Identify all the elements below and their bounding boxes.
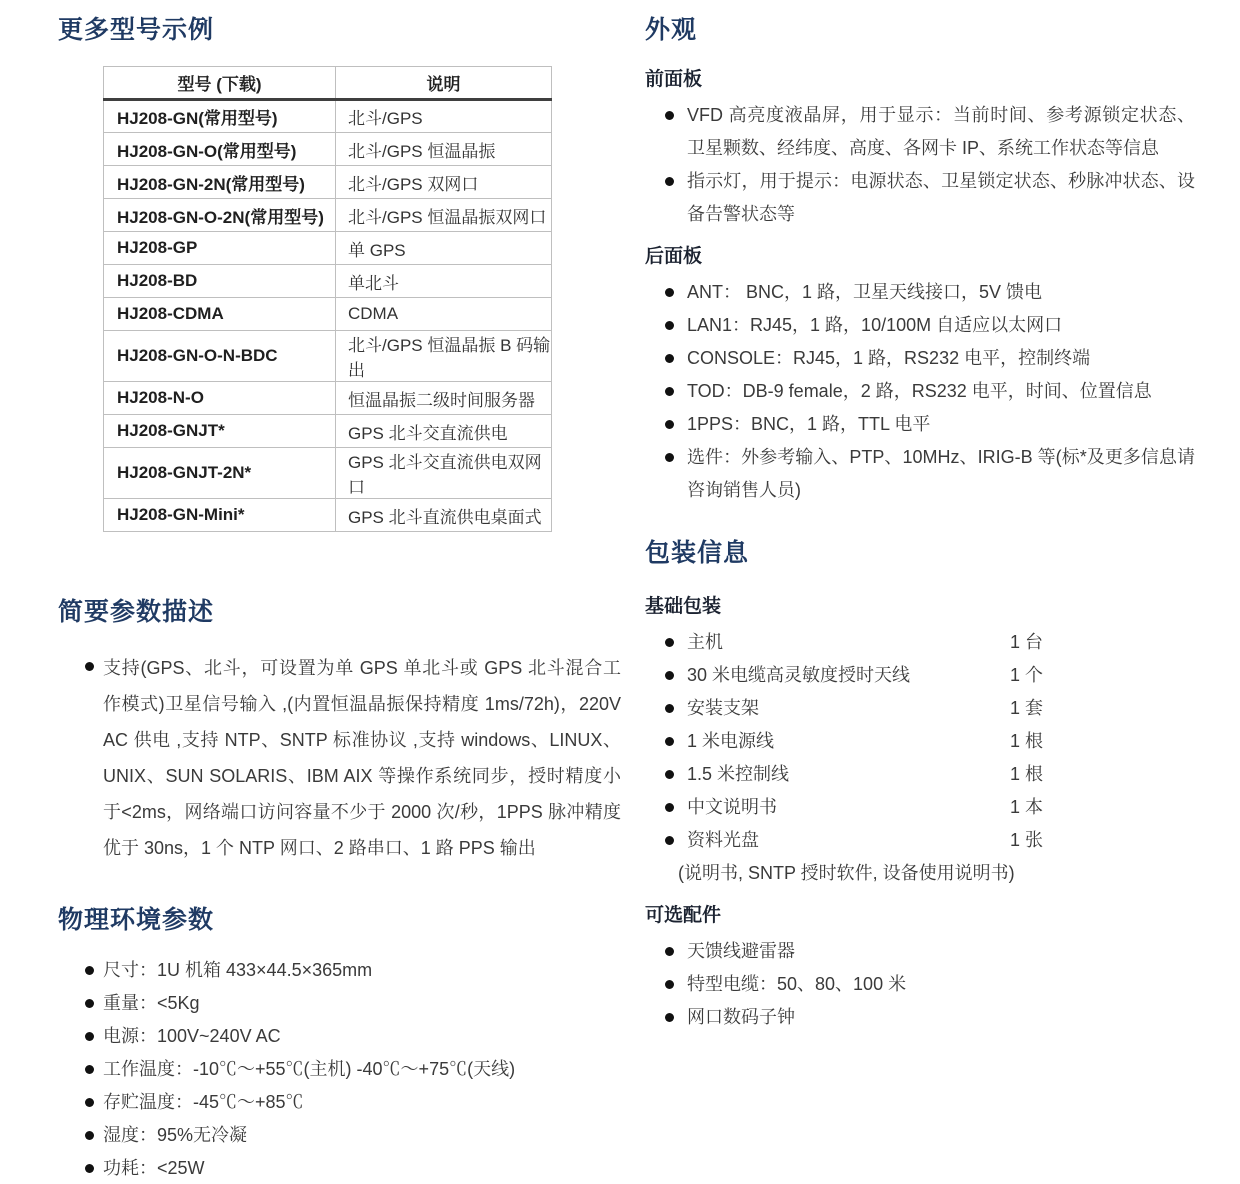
list-item [85, 1152, 630, 1184]
table-row [104, 199, 552, 232]
appearance-section-title: 外观 [645, 16, 698, 44]
desc-cell: GPS 北斗交直流供电 [336, 415, 552, 448]
list-item [665, 375, 1205, 408]
model-cell: HJ208-GNJT* [104, 415, 336, 448]
bullet-icon [85, 966, 94, 975]
packaging-item-name: 中文说明书 [687, 797, 777, 817]
list-item-text: 指示灯，用于提示：电源状态、卫星锁定状态、秒脉冲状态、设备告警状态等 [687, 171, 1195, 224]
list-item [665, 165, 1205, 231]
packaging-item-qty: 1 张 [1010, 830, 1044, 850]
bullet-icon [85, 1032, 94, 1041]
table-row [104, 331, 552, 382]
bullet-icon [665, 177, 674, 186]
packaging-note: (说明书, SNTP 授时软件, 设备使用说明书) [678, 863, 1015, 883]
basic-packaging-list [645, 626, 1205, 857]
table-row [104, 166, 552, 199]
list-item-text: CONSOLE：RJ45，1 路，RS232 电平，控制终端 [687, 348, 1091, 368]
model-cell: HJ208-N-O [104, 382, 336, 415]
list-item [665, 309, 1205, 342]
packaging-item-row [665, 659, 1205, 692]
list-item-text: VFD 高亮度液晶屏，用于显示：当前时间、参考源锁定状态、卫星颗数、经纬度、高度、各网卡 IP、系统工作状态等信息 [687, 105, 1195, 158]
optional-accessories-list [645, 935, 1205, 1034]
desc-cell: 北斗/GPS 恒温晶振 B 码输出 [336, 331, 552, 382]
model-cell: HJ208-GN-O-N-BDC [104, 331, 336, 382]
rear-panel-list [645, 276, 1205, 507]
packaging-item-row [665, 758, 1205, 791]
bullet-icon [665, 453, 674, 462]
list-item [665, 441, 1205, 507]
list-item [665, 968, 1205, 1001]
list-item-text: 湿度：95%无冷凝 [103, 1125, 248, 1145]
packaging-item-name: 主机 [687, 632, 723, 652]
model-cell: HJ208-GN-O(常用型号) [104, 133, 336, 166]
model-cell: HJ208-GN-O-2N(常用型号) [104, 199, 336, 232]
desc-cell: 单北斗 [336, 265, 552, 298]
brief-bullet-item [58, 650, 630, 866]
packaging-item-name: 安装支架 [687, 698, 759, 718]
list-item [85, 987, 630, 1020]
packaging-item-name: 1.5 米控制线 [687, 764, 790, 784]
bullet-icon [665, 1013, 674, 1022]
models-section-title: 更多型号示例 [58, 16, 215, 44]
table-row [104, 133, 552, 166]
list-item [85, 1086, 630, 1119]
desc-cell: 恒温晶振二级时间服务器 [336, 382, 552, 415]
table-row [104, 232, 552, 265]
right-column [645, 10, 1205, 1034]
table-row [104, 298, 552, 331]
model-column-header: 型号 (下载) [104, 67, 336, 100]
basic-packaging-subtitle: 基础包装 [645, 596, 722, 617]
packaging-item-row [665, 791, 1205, 824]
bullet-icon [665, 770, 674, 779]
list-item-text: 工作温度：-10℃～+55℃(主机) -40℃～+75℃(天线) [103, 1059, 516, 1079]
list-item-text: 网口数码子钟 [687, 1007, 795, 1027]
bullet-icon [665, 704, 674, 713]
packaging-section-title: 包装信息 [645, 539, 750, 567]
packaging-item-row [665, 824, 1205, 857]
desc-cell: CDMA [336, 298, 552, 331]
list-item [665, 276, 1205, 309]
table-row [104, 415, 552, 448]
bullet-icon [665, 803, 674, 812]
list-item-text: 天馈线避雷器 [687, 941, 795, 961]
models-table [103, 66, 552, 532]
left-column [58, 10, 630, 1184]
list-item [85, 1020, 630, 1053]
bullet-icon [665, 947, 674, 956]
packaging-item-row [665, 692, 1205, 725]
brief-bullet-text: 支持(GPS、北斗，可设置为单 GPS 单北斗或 GPS 北斗混合工作模式)卫星信号输入 ,(内置恒温晶振保持精度 1ms/72h)，220V AC 供电 ,支持 NTP、SNTP 标准协议 ,支持 windows、LINUX、UNIX、SUN SOLARIS、IBM AIX 等操作系统同步，授时精度小于<2ms，网络端口访问容量不少于 2000 次/秒，1PPS 脉冲精度优于 30ns，1 个 NTP 网口、2 路串口、1 路 PPS 输出 [103, 658, 621, 858]
bullet-icon [665, 737, 674, 746]
list-item-text: TOD：DB-9 female，2 路，RS232 电平，时间、位置信息 [687, 381, 1152, 401]
desc-cell: GPS 北斗交直流供电双网口 [336, 448, 552, 499]
model-cell: HJ208-GN(常用型号) [104, 100, 336, 133]
list-item-text: 存贮温度：-45℃～+85℃ [103, 1092, 304, 1112]
list-item [665, 342, 1205, 375]
bullet-icon [665, 288, 674, 297]
desc-cell: GPS 北斗直流供电桌面式 [336, 499, 552, 532]
desc-cell: 北斗/GPS [336, 100, 552, 133]
list-item-text: 功耗：<25W [103, 1158, 205, 1178]
list-item-text: 选件：外参考输入、PTP、10MHz、IRIG-B 等(标*及更多信息请咨询销售人员) [687, 447, 1195, 500]
packaging-item-qty: 1 台 [1010, 632, 1044, 652]
model-cell: HJ208-BD [104, 265, 336, 298]
list-item-text: LAN1：RJ45，1 路，10/100M 自适应以太网口 [687, 315, 1063, 335]
bullet-icon [665, 387, 674, 396]
packaging-item-row [665, 725, 1205, 758]
list-item [85, 1053, 630, 1086]
packaging-item-qty: 1 根 [1010, 731, 1044, 751]
bullet-icon [665, 638, 674, 647]
list-item-text: 特型电缆：50、80、100 米 [687, 974, 907, 994]
model-cell: HJ208-GNJT-2N* [104, 448, 336, 499]
table-row [104, 382, 552, 415]
list-item-text: 电源：100V~240V AC [103, 1026, 281, 1046]
list-item-text: 重量：<5Kg [103, 993, 200, 1013]
packaging-item-name: 1 米电源线 [687, 731, 775, 751]
packaging-item-qty: 1 套 [1010, 698, 1044, 718]
bullet-icon [665, 836, 674, 845]
brief-section-title: 简要参数描述 [58, 598, 215, 626]
physical-section-title: 物理环境参数 [58, 906, 215, 934]
list-item [665, 99, 1205, 165]
table-row [104, 100, 552, 133]
model-cell: HJ208-GN-2N(常用型号) [104, 166, 336, 199]
front-panel-list [645, 99, 1205, 231]
bullet-icon [85, 999, 94, 1008]
packaging-item-qty: 1 个 [1010, 665, 1044, 685]
models-table-header [104, 67, 552, 100]
list-item [665, 935, 1205, 968]
desc-column-header: 说明 [336, 67, 552, 100]
bullet-icon [85, 1065, 94, 1074]
list-item-text: 尺寸：1U 机箱 433×44.5×365mm [103, 960, 373, 980]
packaging-item-qty: 1 根 [1010, 764, 1044, 784]
table-row [104, 265, 552, 298]
model-cell: HJ208-GN-Mini* [104, 499, 336, 532]
list-item [85, 954, 630, 987]
model-cell: HJ208-GP [104, 232, 336, 265]
desc-cell: 北斗/GPS 双网口 [336, 166, 552, 199]
desc-cell: 北斗/GPS 恒温晶振双网口 [336, 199, 552, 232]
front-panel-subtitle: 前面板 [645, 69, 703, 90]
list-item [665, 408, 1205, 441]
list-item-text: 1PPS：BNC，1 路，TTL 电平 [687, 414, 931, 434]
physical-list [58, 954, 630, 1184]
desc-cell: 单 GPS [336, 232, 552, 265]
packaging-item-row [665, 626, 1205, 659]
bullet-icon [665, 420, 674, 429]
bullet-icon [85, 1131, 94, 1140]
bullet-icon [665, 980, 674, 989]
bullet-icon [665, 321, 674, 330]
bullet-icon [665, 671, 674, 680]
optional-accessories-subtitle: 可选配件 [645, 905, 722, 926]
list-item-text: ANT： BNC，1 路，卫星天线接口，5V 馈电 [687, 282, 1043, 302]
bullet-icon [665, 111, 674, 120]
bullet-icon [665, 354, 674, 363]
list-item [665, 1001, 1205, 1034]
packaging-item-name: 资料光盘 [687, 830, 759, 850]
model-cell: HJ208-CDMA [104, 298, 336, 331]
table-row [104, 448, 552, 499]
packaging-item-qty: 1 本 [1010, 797, 1044, 817]
list-item [85, 1119, 630, 1152]
rear-panel-subtitle: 后面板 [645, 246, 703, 267]
table-row [104, 499, 552, 532]
packaging-item-name: 30 米电缆高灵敏度授时天线 [687, 665, 911, 685]
bullet-icon [85, 1098, 94, 1107]
bullet-icon [85, 662, 94, 671]
desc-cell: 北斗/GPS 恒温晶振 [336, 133, 552, 166]
bullet-icon [85, 1164, 94, 1173]
